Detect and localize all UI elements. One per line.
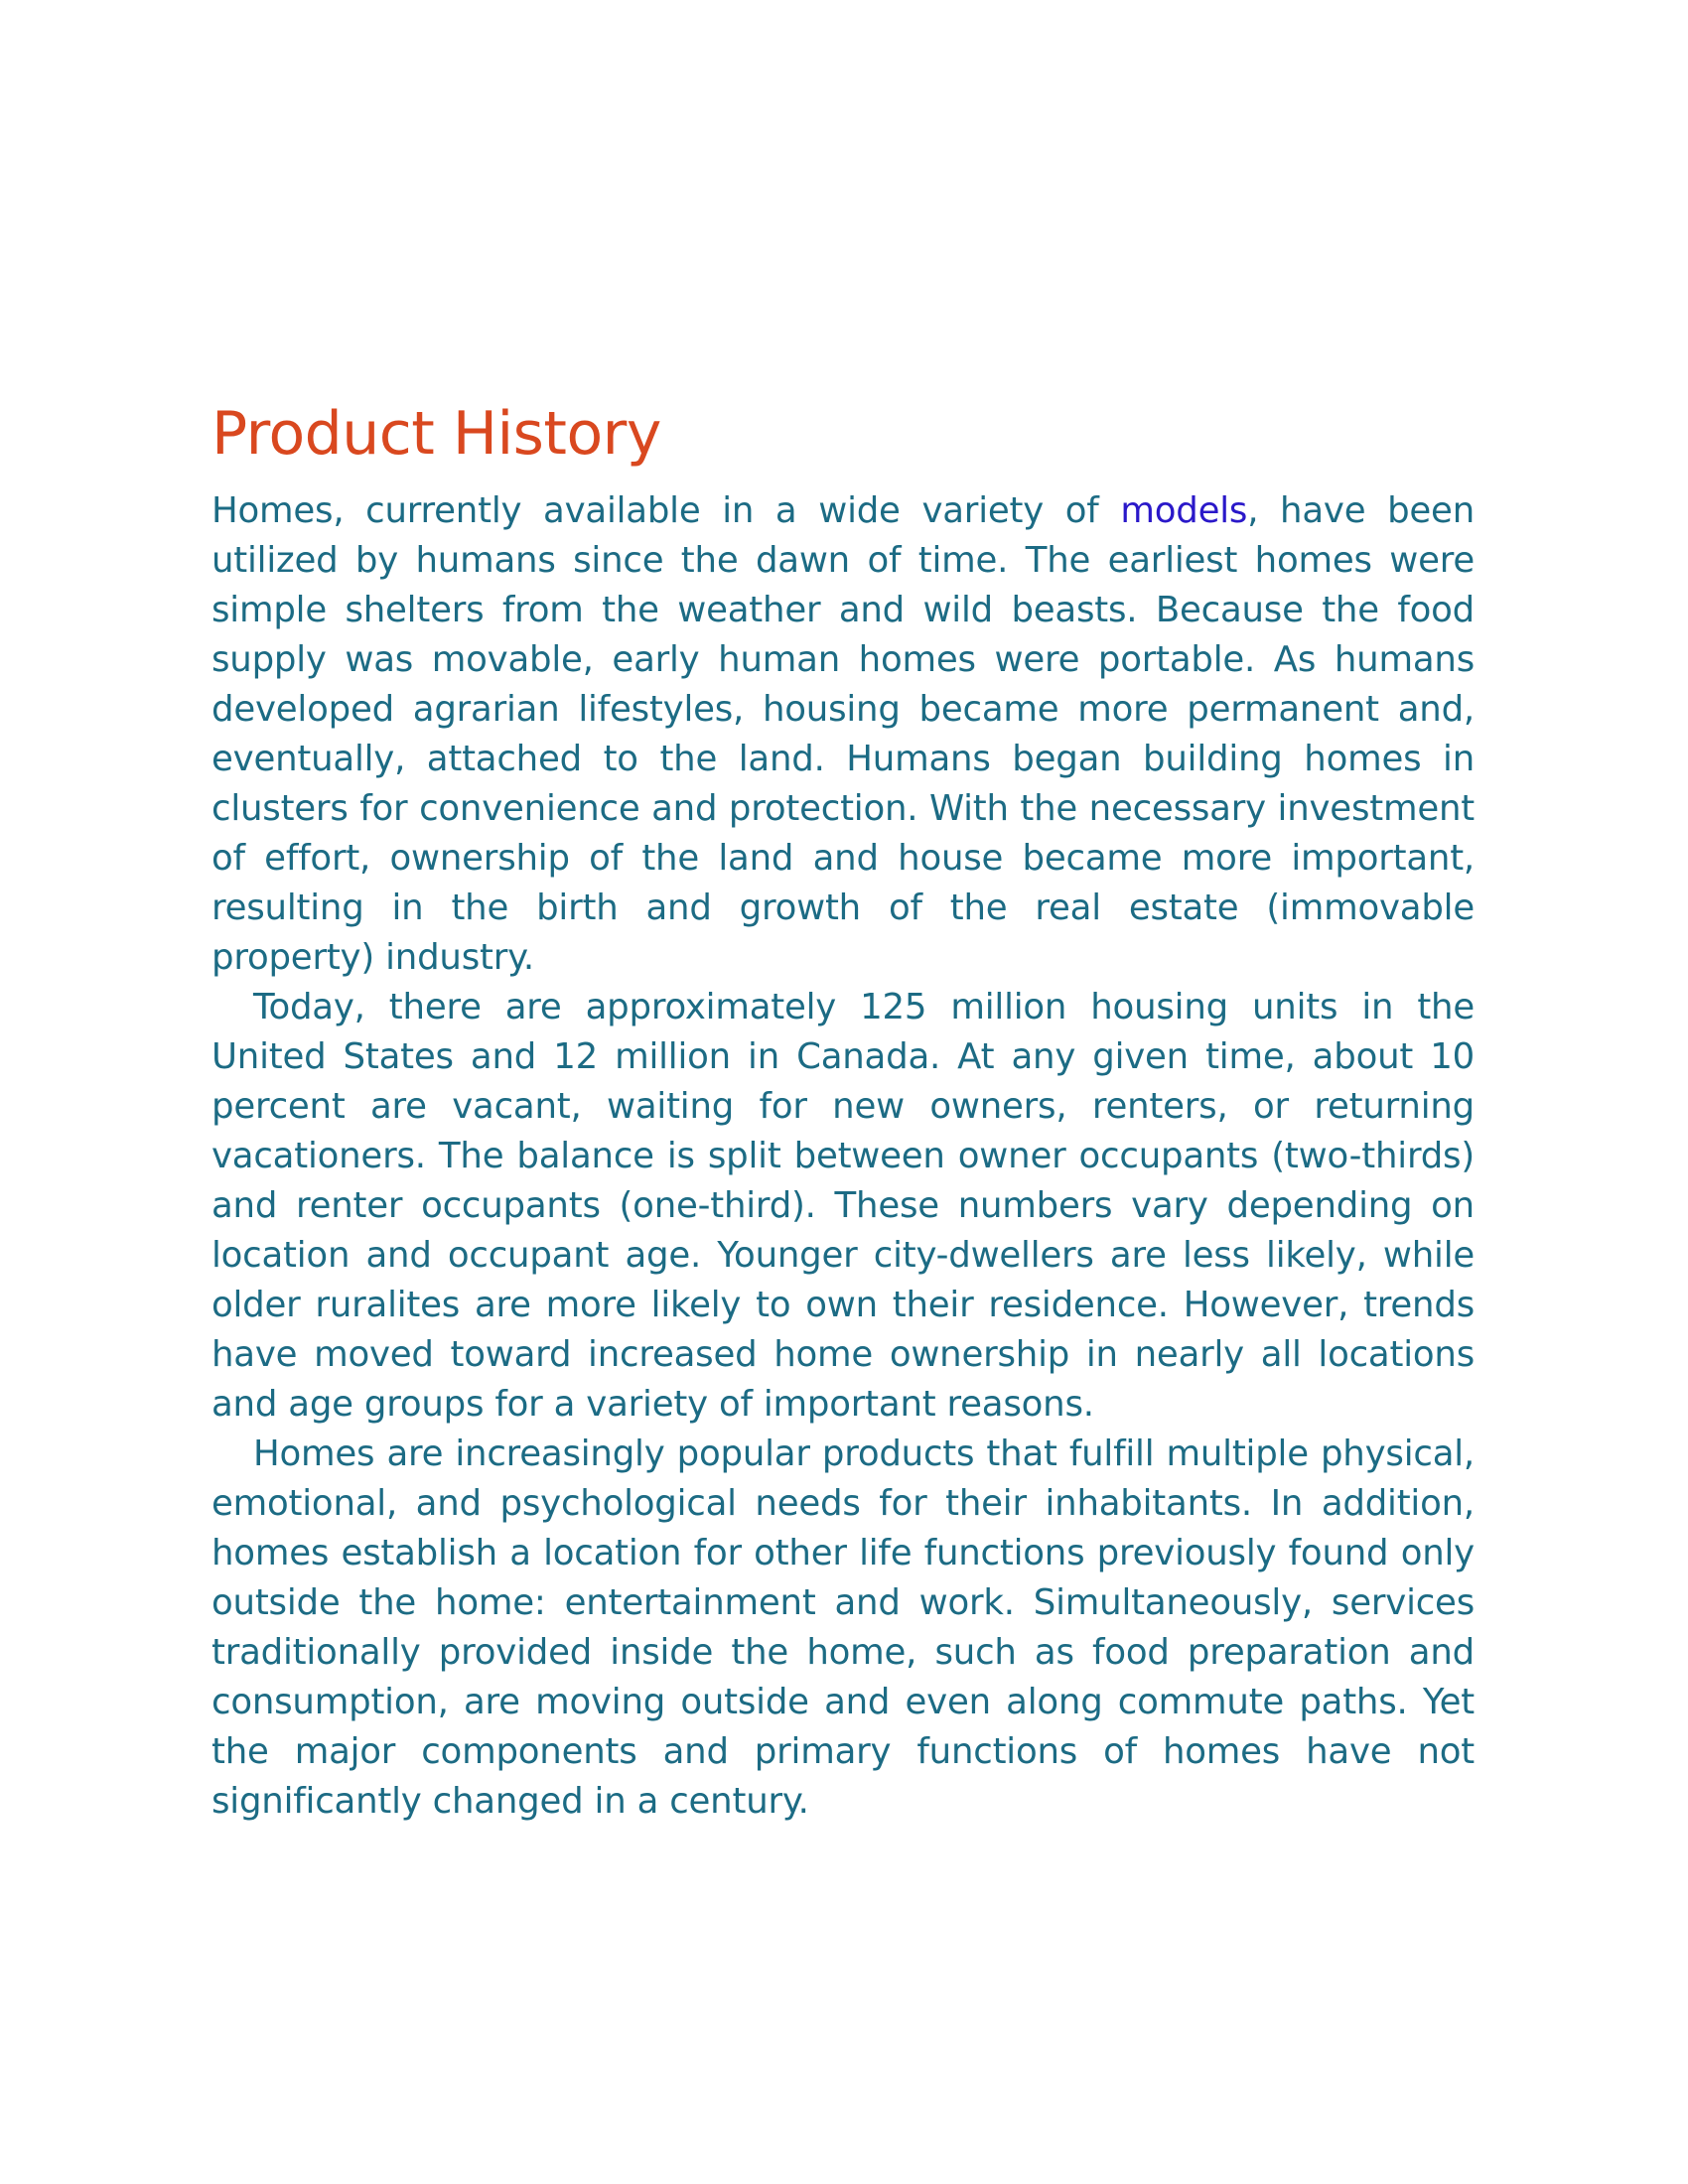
paragraph-1-text-end: , have been utilized by humans since the dawn of time. The earliest homes were simple shelters from the weather and wild beasts. Because the food supply was movable, early human homes were portable. As humans developed agrarian lifestyles, housing became more permanent and, eventually, attached to the land. Humans began building homes in clusters for convenience and protection. With the necessary investment of effort, ownership of the land and house became more important, resulting in the birth and growth of the real estate (immovable property) industry. [211,490,1475,978]
page-title: Product History [211,399,661,469]
paragraph-1 [211,486,1475,983]
models-link[interactable]: models [1120,490,1248,531]
paragraph-3: Homes are increasingly popular products that fulfill multiple physical, emotional, and psychological needs for their inhabitants. In addition, homes establish a location for other life functions previously found only outside the home: entertainment and work. Simultaneously, services traditionally provided inside the home, such as food preparation and consumption, are moving outside and even along commute paths. Yet the major components and primary functions of homes have not significantly changed in a century. [211,1433,1475,1822]
paragraph-1-text-start: Homes, currently available in a wide variety of [211,490,1121,531]
document-page [211,395,1475,1827]
paragraph-2: Today, there are approximately 125 million housing units in the United States and 12 million in Canada. At any given time, about 10 percent are vacant, waiting for new owners, renters, or returning vacationers. The balance is split between owner occupants (two-thirds) and renter occupants (one-third). These numbers vary depending on location and occupant age. Younger city-dwellers are less likely, while older ruralites are more likely to own their residence. However, trends have moved toward increased home ownership in nearly all locations and age groups for a variety of important reasons. [211,987,1475,1425]
